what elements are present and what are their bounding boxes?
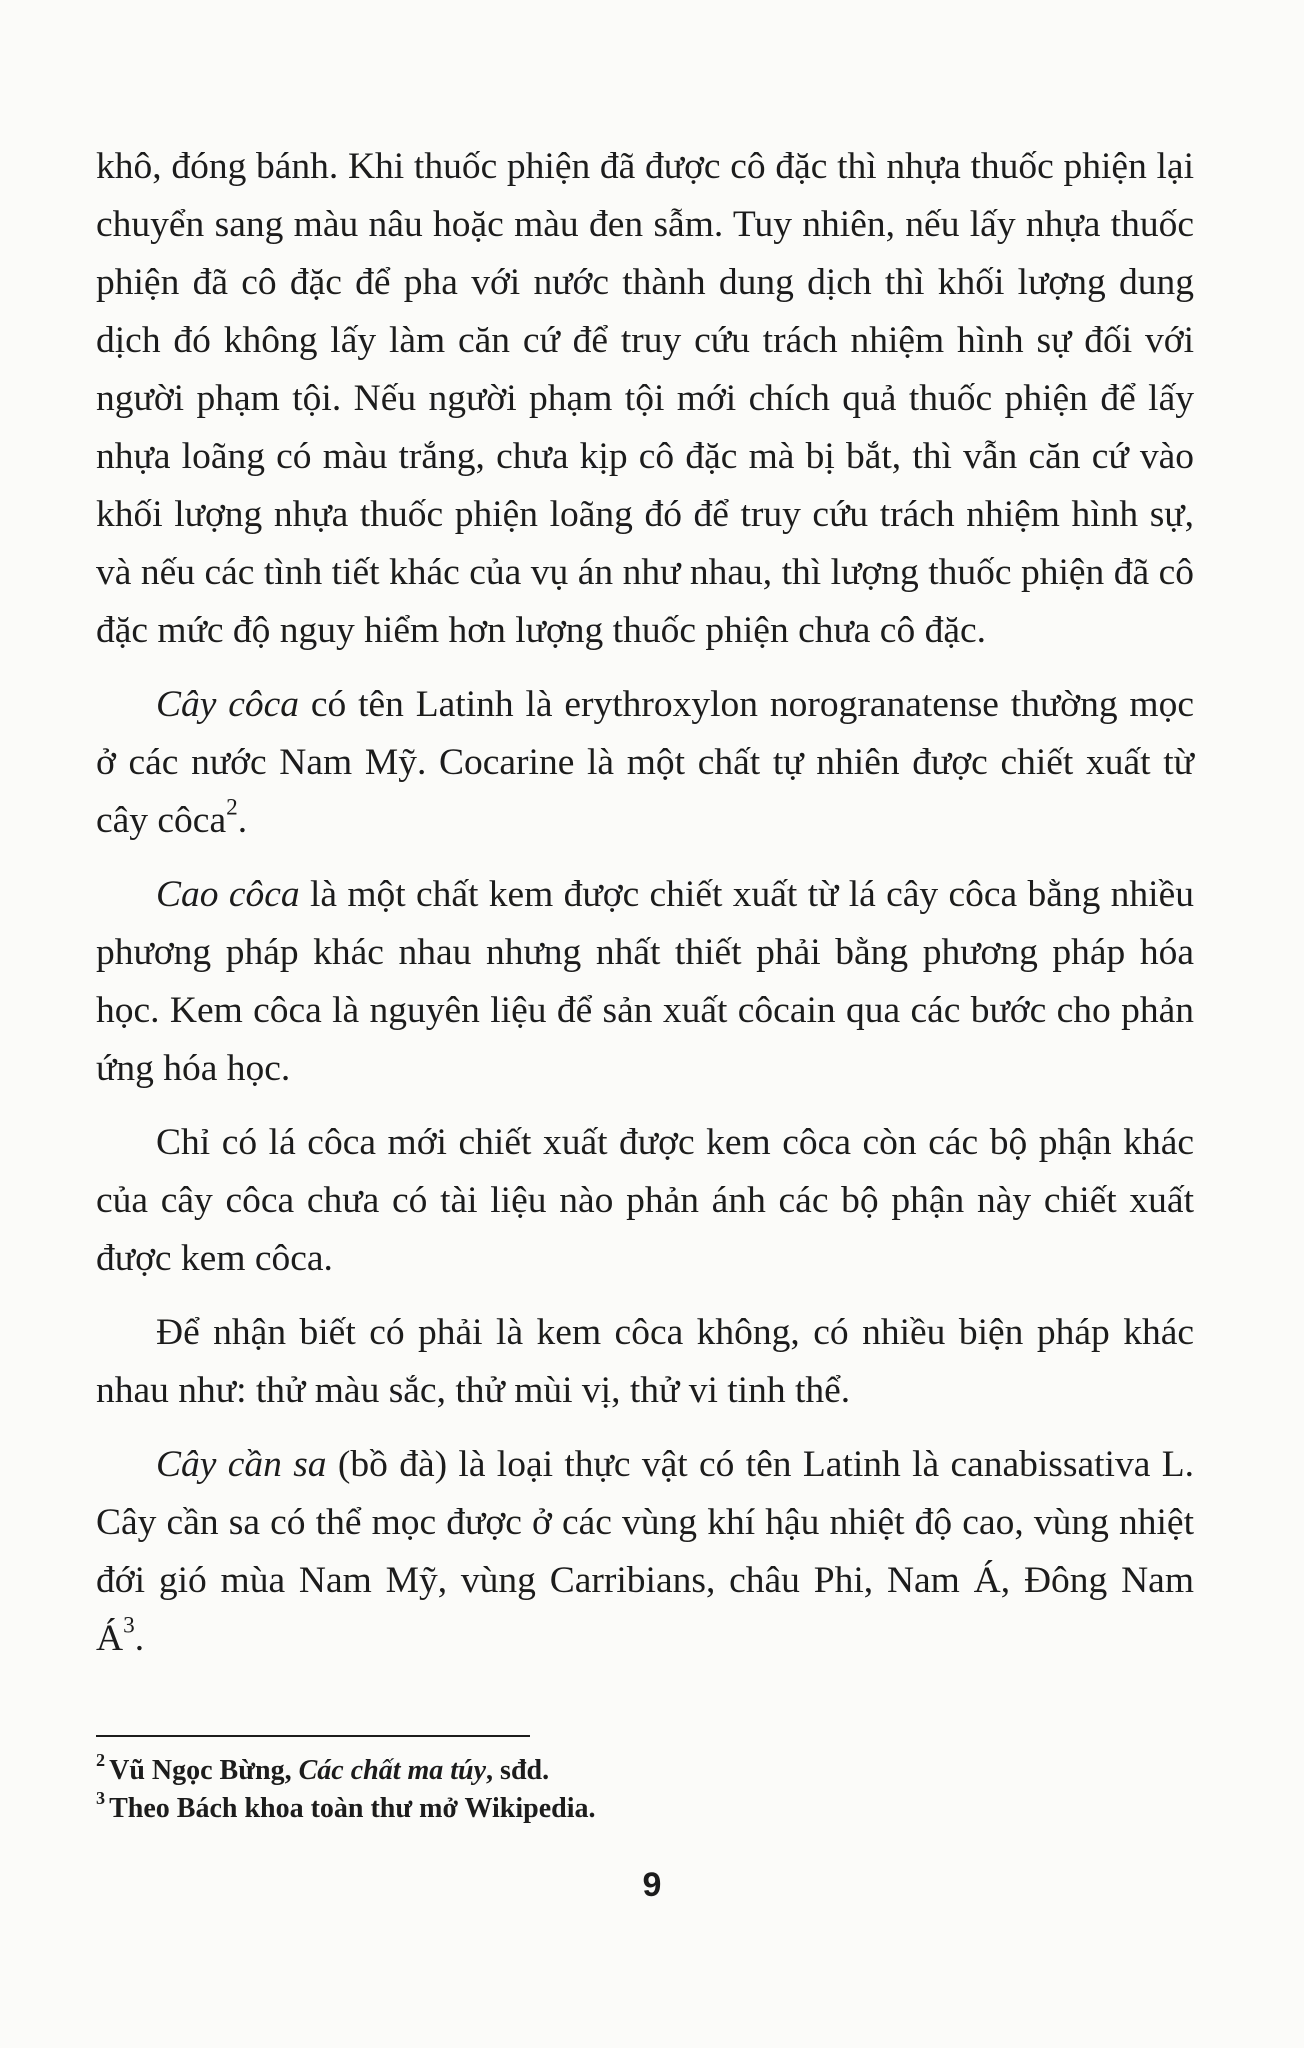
paragraph-cannabis-text: (bồ đà) là loại thực vật có tên Latinh là canabissativa L. Cây cần sa có thể mọc được ở các vùng khí hậu nhiệt độ cao, vùng nhiệt đới gió mùa Nam Mỹ, vùng Carribians, châu Phi, Nam Á, Đông Nam Á	[96, 1444, 1194, 1659]
footnote-ref-2[interactable]: 2	[226, 794, 238, 821]
paragraph-coca-paste-text: là một chất kem được chiết xuất từ lá cây côca bằng nhiều phương pháp khác nhau nhưng nhất thiết phải bằng phương pháp hóa học. Kem côca là nguyên liệu để sản xuất côcain qua các bước cho phản ứng hóa học.	[96, 874, 1194, 1089]
paragraph-coca-identify: Để nhận biết có phải là kem côca không, có nhiều biện pháp khác nhau như: thử màu sắc, thử mùi vị, thử vi tinh thể.	[96, 1312, 1194, 1411]
footnote-text: Theo Bách khoa toàn thư mở Wikipedia.	[109, 1793, 596, 1824]
paragraph-coca-leaf: Chỉ có lá côca mới chiết xuất được kem côca còn các bộ phận khác của cây côca chưa có tài liệu nào phản ánh các bộ phận này chiết xuất được kem côca.	[96, 1122, 1194, 1279]
page-number: 9	[642, 1866, 662, 1904]
footnote-divider	[96, 1735, 530, 1737]
footnote-3	[96, 1790, 1194, 1828]
paragraph-coca-paste	[96, 866, 1194, 1098]
paragraph-coca-plant	[96, 676, 1194, 850]
term-cannabis: Cây cần sa	[156, 1444, 327, 1485]
footnote-book-title: Các chất ma túy	[298, 1755, 487, 1786]
footnote-number: 2	[96, 1750, 106, 1771]
paragraph-opium: khô, đóng bánh. Khi thuốc phiện đã được cô đặc thì nhựa thuốc phiện lại chuyển sang màu nâu hoặc màu đen sẫm. Tuy nhiên, nếu lấy nhựa thuốc phiện đã cô đặc để pha với nước thành dung dịch thì khối lượng dung dịch đó không lấy làm căn cứ để truy cứu trách nhiệm hình sự đối với người phạm tội. Nếu người phạm tội mới chích quả thuốc phiện để lấy nhựa loãng có màu trắng, chưa kịp cô đặc mà bị bắt, thì vẫn căn cứ vào khối lượng nhựa thuốc phiện loãng đó để truy cứu trách nhiệm hình sự, và nếu các tình tiết khác của vụ án như nhau, thì lượng thuốc phiện đã cô đặc mức độ nguy hiểm hơn lượng thuốc phiện chưa cô đặc.	[96, 146, 1194, 651]
footnote-suffix: , sđd.	[486, 1755, 550, 1786]
paragraph-coca-plant-text: có tên Latinh là erythroxylon norogranatense thường mọc ở các nước Nam Mỹ. Cocarine là một chất tự nhiên được chiết xuất từ cây côca	[96, 684, 1194, 841]
footnotes	[96, 1752, 1194, 1828]
footnote-ref-3[interactable]: 3	[123, 1612, 135, 1639]
footnote-author: Vũ Ngọc Bừng,	[109, 1755, 299, 1786]
footnote-number: 3	[96, 1788, 106, 1809]
term-coca-paste: Cao côca	[156, 874, 300, 915]
paragraph-end: .	[237, 800, 248, 841]
paragraph-cannabis	[96, 1436, 1194, 1668]
term-coca-plant: Cây côca	[156, 684, 300, 725]
body-text	[96, 138, 1194, 1668]
footnote-2	[96, 1752, 1194, 1790]
paragraph-end: .	[134, 1618, 145, 1659]
